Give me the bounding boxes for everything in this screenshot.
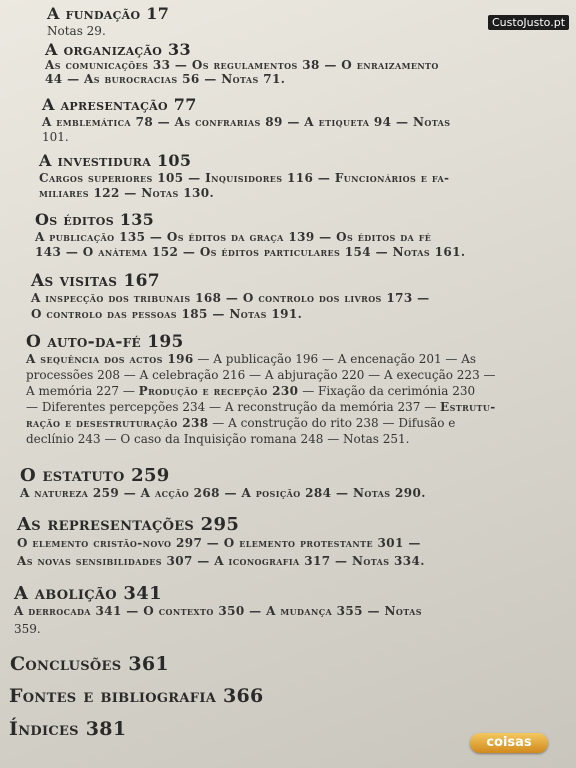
section-text: A natureza 259 — A acção 268 — A posição 284 — Notas 290. bbox=[20, 486, 426, 500]
chapter-title: As visitas 167 bbox=[31, 271, 160, 291]
section-line bbox=[26, 416, 455, 430]
section-text: — Fixação da cerimónia 230 bbox=[298, 384, 476, 398]
section-line bbox=[26, 400, 496, 414]
section-text: A derrocada 341 — O contexto 350 — A mudança 355 — Notas bbox=[14, 604, 422, 618]
chapter-title: A fundação 17 bbox=[47, 4, 170, 23]
section-line bbox=[26, 368, 496, 382]
section-line bbox=[17, 554, 425, 568]
section-line bbox=[42, 130, 69, 144]
section-line bbox=[26, 384, 475, 398]
section-line bbox=[35, 245, 465, 259]
section-text: As comunicações 33 — Os regulamentos 38 — O enraizamento bbox=[45, 58, 439, 72]
section-text: O controlo das pessoas 185 — Notas 191. bbox=[31, 307, 303, 321]
chapter-title: Índices 381 bbox=[9, 718, 127, 740]
section-text: A sequência dos actos 196 bbox=[26, 352, 194, 366]
section-text: Notas 29. bbox=[47, 24, 106, 38]
chapter-title: O estatuto 259 bbox=[20, 465, 170, 486]
custojusto-watermark: CustoJusto.pt bbox=[488, 15, 569, 30]
section-line bbox=[35, 230, 431, 244]
section-text: ração e desestruturação 238 bbox=[26, 416, 209, 430]
chapter-title: A organização 33 bbox=[45, 40, 191, 59]
section-text: processões 208 — A celebração 216 — A abjuração 220 — A execução 223 — bbox=[26, 368, 496, 382]
section-line bbox=[14, 604, 422, 618]
section-line bbox=[26, 432, 409, 446]
section-line bbox=[45, 72, 285, 86]
section-line bbox=[31, 291, 430, 305]
section-text: O elemento cristão-novo 297 — O elemento protestante 301 — bbox=[17, 536, 421, 550]
section-line bbox=[17, 536, 421, 550]
section-text: Estrutu- bbox=[440, 400, 496, 414]
section-line bbox=[42, 115, 450, 129]
chapter-title: A investidura 105 bbox=[39, 151, 192, 170]
section-line bbox=[47, 24, 106, 38]
section-text: A publicação 135 — Os éditos da graça 139 — Os éditos da fé bbox=[35, 230, 432, 244]
section-text: declínio 243 — O caso da Inquisição romana 248 — Notas 251. bbox=[26, 432, 410, 446]
section-text: 101. bbox=[42, 130, 69, 144]
section-text: — A publicação 196 — A encenação 201 — As bbox=[193, 352, 477, 366]
coisas-watermark: coisas bbox=[470, 733, 548, 753]
section-line bbox=[45, 58, 439, 72]
chapter-title: O auto-da-fé 195 bbox=[26, 332, 184, 352]
section-text: — A construção do rito 238 — Difusão e bbox=[208, 416, 456, 430]
section-text: A memória 227 — bbox=[26, 384, 139, 398]
section-line bbox=[39, 171, 449, 185]
section-text: A emblemática 78 — As confrarias 89 — A etiqueta 94 — Notas bbox=[42, 115, 451, 129]
section-line bbox=[26, 352, 476, 366]
section-text: 143 — O anátema 152 — Os éditos particulares 154 — Notas 161. bbox=[35, 245, 466, 259]
section-line bbox=[14, 622, 41, 636]
section-text: 359. bbox=[14, 622, 41, 636]
section-text: 44 — As burocracias 56 — Notas 71. bbox=[45, 72, 286, 86]
section-text: Cargos superiores 105 — Inquisidores 116 — Funcionários e fa- bbox=[39, 171, 450, 185]
section-line bbox=[39, 186, 214, 200]
section-text: A inspecção dos tribunais 168 — O controlo dos livros 173 — bbox=[31, 291, 430, 305]
section-text: As novas sensibilidades 307 — A iconografia 317 — Notas 334. bbox=[17, 554, 425, 568]
section-text: miliares 122 — Notas 130. bbox=[39, 186, 215, 200]
section-text: — Diferentes percepções 234 — A reconstrução da memória 237 — bbox=[26, 400, 441, 414]
chapter-title: A apresentação 77 bbox=[42, 95, 197, 114]
section-text: Produção e recepção 230 bbox=[138, 384, 299, 398]
section-line bbox=[31, 307, 302, 321]
chapter-title: As representações 295 bbox=[17, 514, 240, 535]
chapter-title: Os éditos 135 bbox=[35, 210, 155, 229]
chapter-title: Fontes e bibliografia 366 bbox=[9, 685, 264, 707]
chapter-title: A abolição 341 bbox=[14, 583, 162, 604]
section-line bbox=[20, 486, 426, 500]
chapter-title: Conclusões 361 bbox=[10, 653, 169, 675]
